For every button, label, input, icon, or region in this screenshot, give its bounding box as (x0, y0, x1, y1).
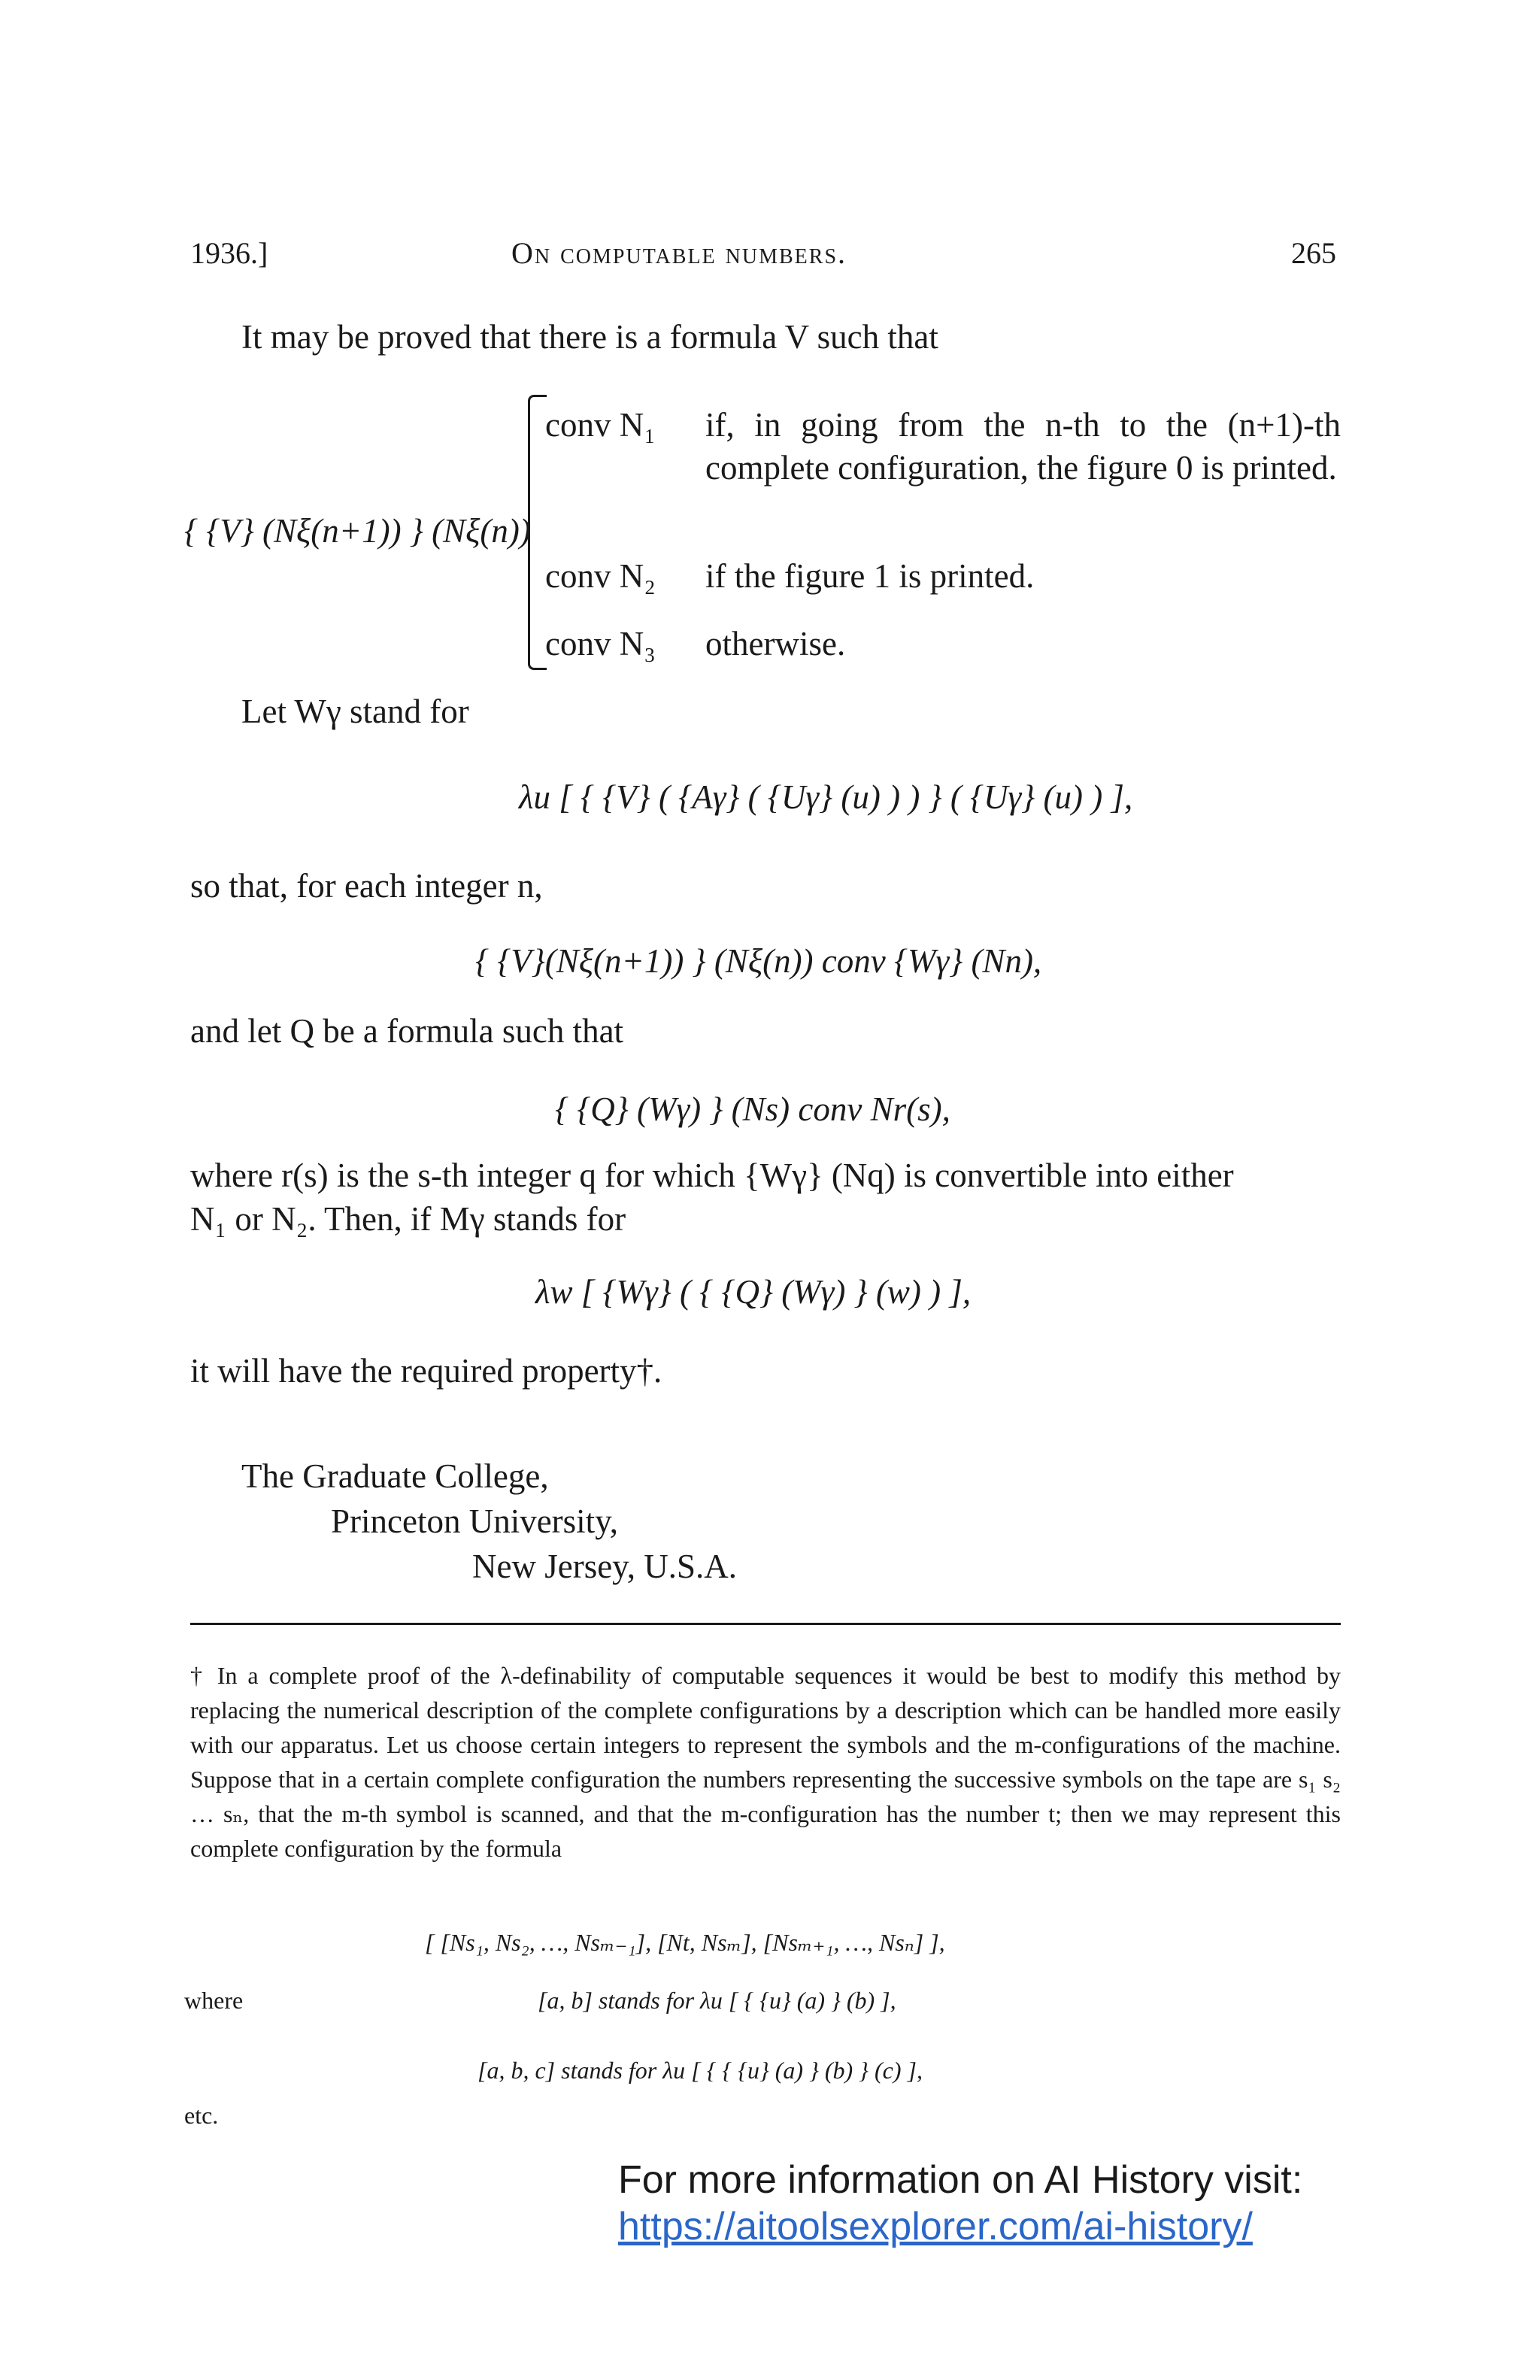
cases-lhs: { {V} (Nξ(n+1)) } (Nξ(n)) (184, 512, 531, 550)
case1-text: if, in going from the n-th to the (n+1)-th complete configuration, the figure 0 is printed. (705, 406, 1341, 487)
footnote-def-abc: [a, b, c] stands for λu [ { { {u} (a) } (b) } (c) ], (477, 2057, 923, 2084)
case2-expr: conv N₂ (545, 557, 656, 595)
address-line-2: Princeton University, (331, 1502, 619, 1540)
q-equation: { {Q} (Wγ) } (Ns) conv Nr(s), (555, 1090, 950, 1128)
case1-expr: conv N₁ (545, 406, 656, 444)
let-w-sentence: Let Wγ stand for (241, 693, 469, 730)
case2-text: if the figure 1 is printed. (705, 557, 1035, 595)
header-year: 1936.] (190, 236, 268, 270)
footnote-where-label: where (184, 1987, 244, 2014)
where-line-1: where r(s) is the s-th integer q for which {Wγ} (Nq) is convertible into either (190, 1157, 1234, 1194)
footnote-formula: [ [Ns₁, Ns₂, …, Nsₘ₋₁], [Nt, Nsₘ], [Nsₘ₊₁, …, Nsₙ] ], (425, 1929, 945, 1956)
footnote-def-ab: [a, b] stands for λu [ { {u} (a) } (b) ], (538, 1987, 896, 2014)
required-property-sentence: it will have the required property†. (190, 1352, 662, 1390)
address-line-1: The Graduate College, (241, 1457, 549, 1495)
promo-text: For more information on AI History visit: (618, 2158, 1303, 2202)
intro-sentence: It may be proved that there is a formula V such that (241, 318, 938, 356)
so-that-sentence: so that, for each integer n, (190, 867, 543, 905)
lambda-m-formula: λw [ {Wγ} ( { {Q} (Wγ) } (w) ) ], (535, 1273, 972, 1311)
case3-expr: conv N₃ (545, 625, 656, 662)
footnote-rule (190, 1623, 1341, 1625)
promo-link[interactable]: https://aitoolsexplorer.com/ai-history/ (618, 2205, 1253, 2248)
lambda-w-formula: λu [ { {V} ( {Aγ} ( {Uγ} (u) ) ) } ( {Uγ} (u) ) ], (519, 778, 1133, 816)
conv-equation: { {V}(Nξ(n+1)) } (Nξ(n)) conv {Wγ} (Nn), (475, 942, 1042, 980)
case3-text: otherwise. (705, 625, 846, 662)
let-q-sentence: and let Q be a formula such that (190, 1012, 624, 1050)
page-number: 265 (1291, 236, 1336, 270)
where-line-2: N₁ or N₂. Then, if Mγ stands for (190, 1200, 626, 1238)
cases-brace (528, 395, 547, 670)
running-title: On computable numbers. (511, 236, 847, 270)
address-line-3: New Jersey, U.S.A. (472, 1548, 738, 1585)
footnote-text: † In a complete proof of the λ-definability of computable sequences it would be best to modify this method by replacing the numerical description of the complete configurations by a description which can be handled more easily with our apparatus. Let us choose certain integers to represent the symbols and the m-configurations of the machine. Suppose that in a certain complete configuration the numbers representing the successive symbols on the tape are s₁ s₂ … sₙ, that the m-th symbol is scanned, and that the m-configuration has the number t; then we may represent this complete configuration by the formula (190, 1662, 1341, 1862)
footnote-etc: etc. (184, 2102, 219, 2129)
